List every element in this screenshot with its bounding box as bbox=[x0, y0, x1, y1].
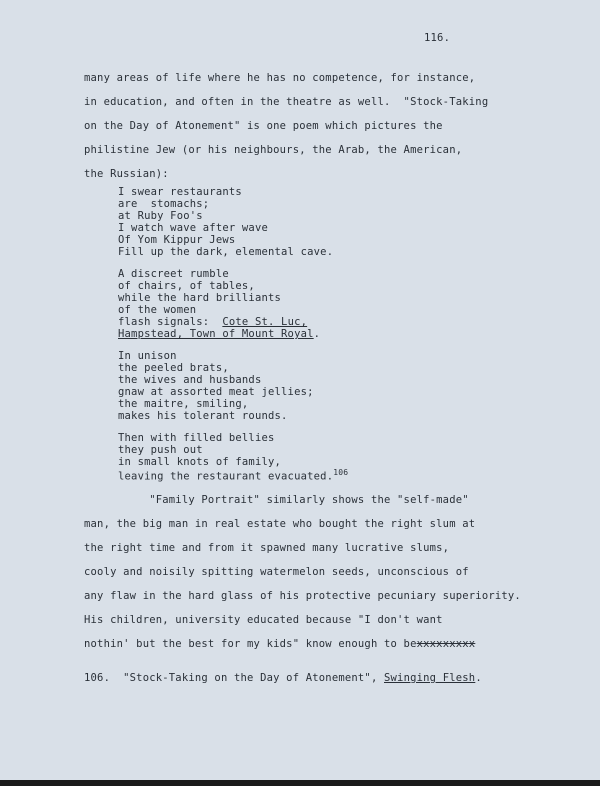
verse-line: in small knots of family, bbox=[118, 456, 282, 468]
verse-line: of chairs, of tables, bbox=[118, 280, 255, 292]
verse-text: leaving the restaurant evacuated. bbox=[118, 470, 334, 483]
verse-line: while the hard brilliants bbox=[118, 292, 282, 304]
verse-line: makes his tolerant rounds. bbox=[118, 410, 288, 422]
prose-line: any flaw in the hard glass of his protective pecuniary superiority. bbox=[84, 590, 521, 602]
verse-line-last bbox=[118, 468, 348, 483]
prose-line: His children, university educated because "I don't want bbox=[84, 614, 443, 626]
verse-text: flash signals: bbox=[118, 316, 223, 328]
verse-line-signals bbox=[118, 316, 307, 328]
verse-line: Of Yom Kippur Jews bbox=[118, 234, 236, 246]
verse-line: of the women bbox=[118, 304, 197, 316]
verse-line: Then with filled bellies bbox=[118, 432, 275, 444]
verse-line: Fill up the dark, elemental cave. bbox=[118, 246, 334, 258]
prose-line: on the Day of Atonement" is one poem which pictures the bbox=[84, 120, 443, 132]
verse-line: they push out bbox=[118, 444, 203, 456]
prose-line: many areas of life where he has no competence, for instance, bbox=[84, 72, 476, 84]
footnote-text: . bbox=[475, 672, 482, 684]
verse-line: gnaw at assorted meat jellies; bbox=[118, 386, 314, 398]
prose-line-last bbox=[84, 638, 475, 650]
prose-line: "Family Portrait" similarly shows the "self-made" bbox=[84, 494, 469, 506]
prose-line: cooly and noisily spitting watermelon seeds, unconscious of bbox=[84, 566, 469, 578]
prose-line: in education, and often in the theatre as well. "Stock-Taking bbox=[84, 96, 489, 108]
verse-line: the peeled brats, bbox=[118, 362, 229, 374]
verse-line: I swear restaurants bbox=[118, 186, 242, 198]
prose-line: man, the big man in real estate who bought the right slum at bbox=[84, 518, 476, 530]
verse-line: are stomachs; bbox=[118, 198, 210, 210]
prose-line: philistine Jew (or his neighbours, the Arab, the American, bbox=[84, 144, 463, 156]
verse-line: the maitre, smiling, bbox=[118, 398, 249, 410]
page-number: 116. bbox=[424, 32, 451, 44]
footnote-text: 106. "Stock-Taking on the Day of Atonement", bbox=[84, 672, 384, 684]
underlined-place: Cote St. Luc, bbox=[222, 316, 308, 328]
verse-line: I watch wave after wave bbox=[118, 222, 268, 234]
verse-text: . bbox=[313, 328, 321, 340]
footnote-book-title: Swinging Flesh bbox=[384, 672, 476, 684]
verse-line: the wives and husbands bbox=[118, 374, 262, 386]
struck-text: xxxxxxxxx bbox=[416, 638, 476, 650]
prose-line: the right time and from it spawned many lucrative slums, bbox=[84, 542, 450, 554]
footnote bbox=[84, 672, 482, 684]
verse-line: at Ruby Foo's bbox=[118, 210, 203, 222]
verse-line-places bbox=[118, 328, 320, 340]
faint-watermark bbox=[250, 28, 259, 53]
underlined-places: Hampstead, Town of Mount Royal bbox=[118, 328, 314, 340]
prose-text: nothin' but the best for my kids" know enough to be bbox=[84, 638, 417, 650]
footnote-reference: 106 bbox=[333, 468, 349, 477]
verse-line: In unison bbox=[118, 350, 177, 362]
prose-line: the Russian): bbox=[84, 168, 169, 180]
verse-line: A discreet rumble bbox=[118, 268, 229, 280]
